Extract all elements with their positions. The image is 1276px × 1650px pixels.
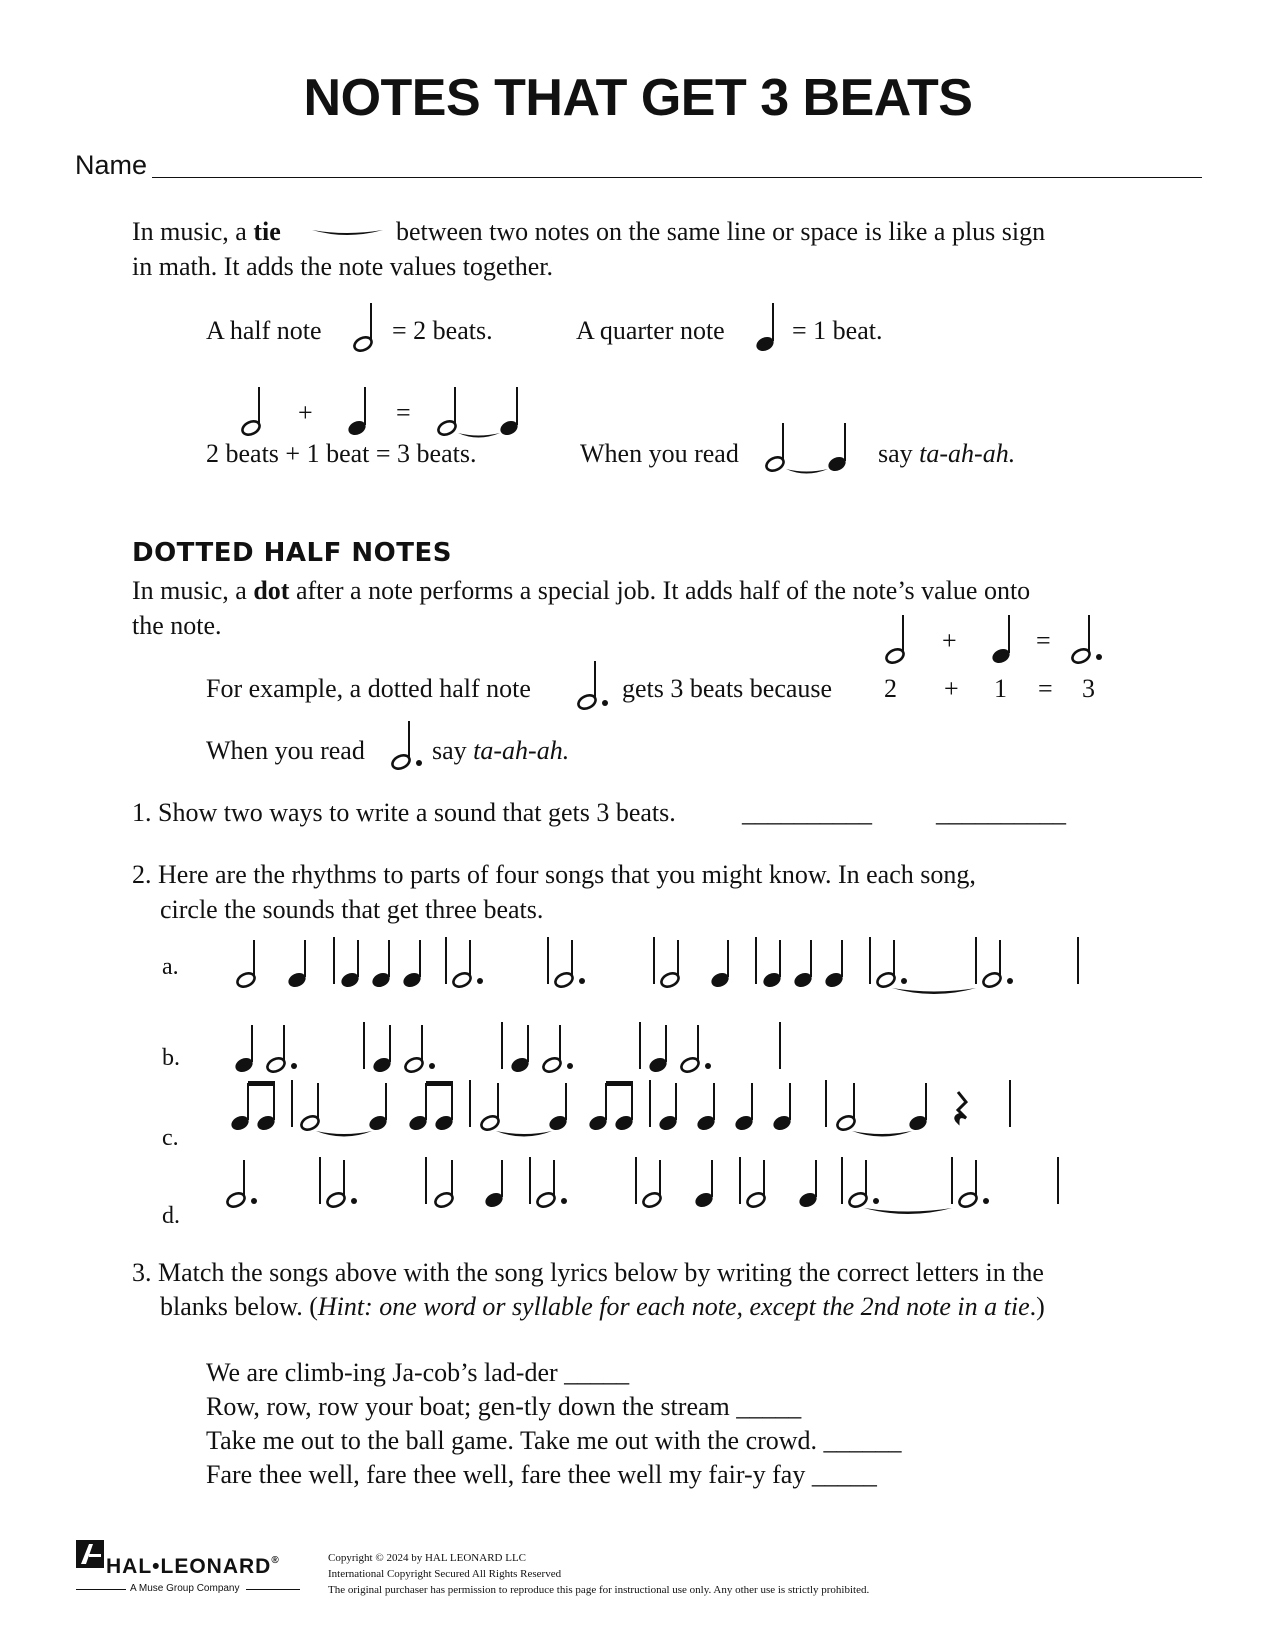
half-note-equation: = 2 beats. [392, 316, 493, 345]
dotted-intro-line2: the note. [132, 611, 222, 640]
dotted-sum-n0: 2 [884, 674, 897, 703]
tie-intro-line1: In music, a tie [132, 217, 281, 246]
half-note-icon [884, 612, 914, 664]
half-note-icon [352, 300, 382, 352]
quarter-note-label: A quarter note [576, 316, 725, 345]
tie-word: tie [253, 217, 281, 246]
dotted-half-note-icon [576, 658, 616, 710]
hal-leonard-logo-icon [76, 1540, 106, 1570]
copyright-line: Copyright © 2024 by HAL LEONARD LLC [328, 1552, 526, 1564]
rhythm-row-a [235, 937, 1078, 994]
dotted-sum-n3: = [1038, 674, 1053, 703]
q2-line1: 2. Here are the rhythms to parts of four songs that you might know. In each song, [132, 860, 976, 889]
lyric-line[interactable]: Take me out to the ball game. Take me out with the crowd. ______ [206, 1426, 902, 1455]
quarter-note-icon [754, 300, 784, 352]
lyric-line[interactable]: Row, row, row your boat; gen-tly down the stream _____ [206, 1392, 802, 1421]
half-note-icon [240, 384, 270, 436]
q3-line1: 3. Match the songs above with the song lyrics below by writing the correct letters in the [132, 1258, 1044, 1287]
tied-notes-icon [436, 384, 536, 444]
tie-read-text: When you read [580, 439, 739, 468]
logo-wordmark: HAL•LEONARD® [106, 1555, 280, 1578]
dotted-example-after: gets 3 beats because [622, 674, 833, 703]
rhythm-row-label: a. [162, 954, 179, 980]
rhythm-staff [0, 930, 1276, 1230]
quarter-note-icon [346, 384, 376, 436]
dotted-sum-plus: + [942, 626, 957, 655]
dotted-sum-n4: 3 [1082, 674, 1095, 703]
logo-rule-left [76, 1589, 126, 1590]
dotted-sum-n2: 1 [994, 674, 1007, 703]
tie-symbol-icon [310, 226, 385, 242]
tied-notes-icon [764, 420, 864, 480]
rhythm-row-b [233, 1022, 780, 1075]
dotted-half-note-icon [1070, 612, 1110, 664]
q1-text: 1. Show two ways to write a sound that gets 3 beats. [132, 798, 676, 827]
logo-rule-right [246, 1589, 300, 1590]
half-note-label: A half note [206, 316, 322, 345]
dotted-read-text: When you read [206, 736, 365, 765]
quarter-note-icon [990, 612, 1020, 664]
name-label: Name [75, 150, 148, 180]
copyright-line: The original purchaser has permission to reproduce this page for instructional use only. Any other use is strictly prohibited. [328, 1584, 870, 1596]
tie-sum-beats-text: 2 beats + 1 beat = 3 beats. [206, 439, 477, 468]
dotted-sum-equals: = [1036, 626, 1051, 655]
lyric-line[interactable]: Fare thee well, fare thee well, fare thee well my fair-y fay _____ [206, 1460, 877, 1489]
q1-blank-2[interactable]: __________ [936, 798, 1066, 827]
tie-sum-plus: + [298, 398, 313, 427]
dotted-half-note-icon [390, 718, 430, 770]
q3-line2: blanks below. (Hint: one word or syllable for each note, except the 2nd note in a tie.) [160, 1292, 1045, 1321]
tie-sum-equals: = [396, 398, 411, 427]
dotted-example-before: For example, a dotted half note [206, 674, 531, 703]
q2-line2: circle the sounds that get three beats. [160, 895, 544, 924]
dotted-intro-line1: In music, a dot after a note performs a special job. It adds half of the note’s value onto [132, 576, 1031, 605]
dotted-say-text: say ta-ah-ah. [432, 736, 570, 765]
q1-blank-1[interactable]: __________ [742, 798, 872, 827]
rhythm-row-c [229, 1080, 1010, 1137]
page-title: NOTES THAT GET 3 BEATS [303, 69, 973, 127]
rhythm-row-label: b. [162, 1045, 180, 1071]
rhythm-row-d [225, 1157, 1058, 1214]
logo-subtitle: A Muse Group Company [130, 1583, 240, 1594]
dotted-sum-n1: + [944, 674, 959, 703]
tie-say-text: say ta-ah-ah. [878, 439, 1016, 468]
rhythm-row-label: c. [162, 1125, 179, 1151]
copyright-line: International Copyright Secured All Rights Reserved [328, 1568, 562, 1580]
rhythm-row-label: d. [162, 1203, 180, 1229]
tie-intro-line2: in math. It adds the note values together. [132, 252, 553, 281]
tie-intro-line1-rest: between two notes on the same line or space is like a plus sign [396, 217, 1046, 246]
quarter-note-equation: = 1 beat. [792, 316, 883, 345]
name-field[interactable] [152, 177, 1202, 178]
dotted-half-heading: DOTTED HALF NOTES [132, 538, 452, 568]
lyric-line[interactable]: We are climb-ing Ja-cob’s lad-der _____ [206, 1358, 630, 1387]
